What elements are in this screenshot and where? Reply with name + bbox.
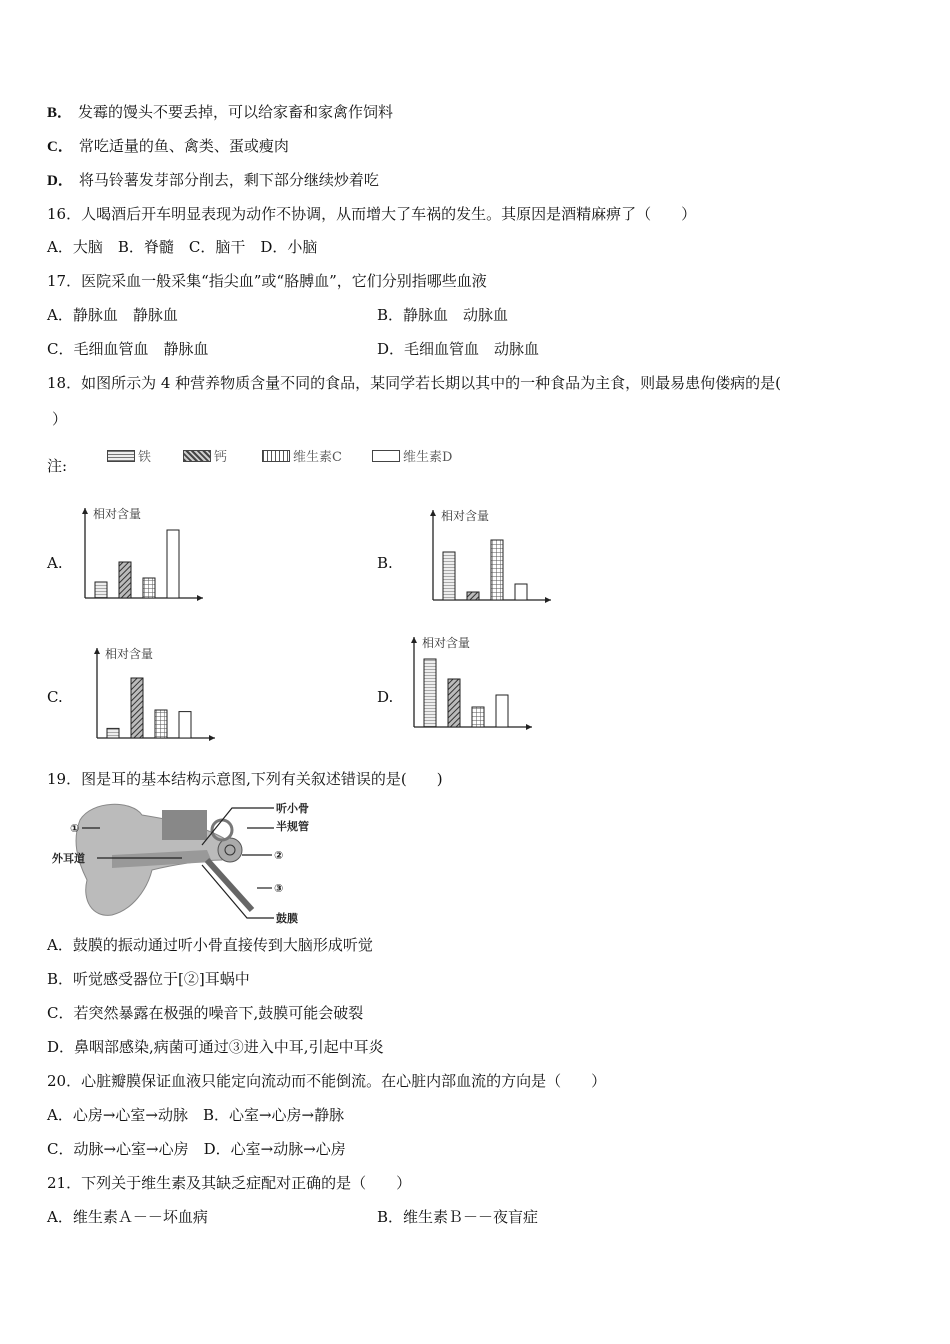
q16-options: A．大脑 B．脊髓 C．脑干 D．小脑	[47, 238, 318, 256]
q18-stem: 18．如图所示为 4 种营养物质含量不同的食品，某同学若长期以其中的一种食品为主食，则最易患佝偻病的是(	[47, 374, 782, 392]
y-axis-label: 相对含量	[422, 636, 471, 650]
q19-option-a: A．鼓膜的振动通过听小骨直接传到大脑形成听觉	[47, 936, 373, 954]
q19-option-c: C．若突然暴露在极强的噪音下,鼓膜可能会破裂	[47, 1004, 364, 1022]
bar-维生素C	[472, 707, 484, 727]
q18-option-c-label: C.	[47, 688, 63, 706]
q18-option-b-label: B.	[377, 554, 393, 572]
y-axis-label: 相对含量	[441, 509, 490, 523]
q18-stem-end: ）	[52, 410, 68, 428]
q19-option-d: D．鼻咽部感染,病菌可通过③进入中耳,引起中耳炎	[47, 1038, 384, 1056]
ear-diagram	[52, 800, 312, 925]
y-axis-arrow-icon	[94, 648, 100, 654]
label-ossicles: 听小骨	[276, 802, 309, 815]
label-2: ②	[274, 849, 284, 862]
q15-option-d: D． 将马铃薯发芽部分削去，剩下部分继续炒着吃	[47, 171, 379, 189]
x-axis-arrow-icon	[526, 724, 532, 730]
q21-option-b: B．维生素Ｂ－－夜盲症	[377, 1208, 539, 1226]
q15-option-b: B． 发霉的馒头不要丢掉，可以给家畜和家禽作饲料	[47, 103, 394, 121]
bar-铁	[443, 552, 455, 600]
q17-stem: 17．医院采血一般采集“指尖血”或“胳膊血”，它们分别指哪些血液	[47, 272, 487, 290]
q21-stem: 21．下列关于维生素及其缺乏症配对正确的是（ ）	[47, 1174, 412, 1192]
q20-options-ab: A．心房→心室→动脉 B．心室→心房→静脉	[47, 1106, 345, 1124]
bar-钙	[131, 678, 143, 738]
label-eardrum: 鼓膜	[276, 912, 298, 925]
y-axis-label: 相对含量	[93, 507, 142, 521]
q21-option-a: A．维生素Ａ－－坏血病	[47, 1208, 208, 1226]
bar-维生素D	[496, 695, 508, 727]
q16-stem: 16．人喝酒后开车明显表现为动作不协调，从而增大了车祸的发生。其原因是酒精麻痹了（ ）	[47, 205, 697, 223]
y-axis-arrow-icon	[430, 510, 436, 516]
q17-option-c: C．毛细血管血 静脉血	[47, 340, 209, 358]
label-1: ①	[70, 822, 80, 835]
label-3: ③	[274, 882, 284, 895]
q17-option-d: D．毛细血管血 动脉血	[377, 340, 540, 358]
q20-stem: 20．心脏瓣膜保证血液只能定向流动而不能倒流。在心脏内部血流的方向是（ ）	[47, 1072, 607, 1090]
q19-option-b: B．听觉感受器位于[②]耳蜗中	[47, 970, 250, 988]
bar-维生素D	[515, 584, 527, 600]
label-semicircular-canals: 半规管	[276, 820, 309, 833]
bar-维生素C	[491, 540, 503, 600]
y-axis-arrow-icon	[411, 637, 417, 643]
q17-option-a: A．静脉血 静脉血	[47, 306, 178, 324]
bar-钙	[119, 562, 131, 598]
q18-option-d-label: D.	[377, 688, 394, 706]
bar-维生素D	[167, 530, 179, 598]
y-axis-label: 相对含量	[105, 647, 154, 661]
label-ear-canal: 外耳道	[52, 852, 85, 865]
bar-维生素C	[155, 710, 167, 738]
q15-option-c: C． 常吃适量的鱼、禽类、蛋或瘦肉	[47, 137, 289, 155]
legend-vitamin-c: 维生素C	[262, 446, 342, 465]
x-axis-arrow-icon	[209, 735, 215, 741]
bar-维生素D	[179, 712, 191, 738]
legend-iron: 铁	[107, 446, 151, 465]
q19-stem: 19．图是耳的基本结构示意图,下列有关叙述错误的是( )	[47, 770, 443, 788]
bar-钙	[467, 592, 479, 600]
x-axis-arrow-icon	[545, 597, 551, 603]
bar-维生素C	[143, 578, 155, 598]
q20-options-cd: C．动脉→心室→心房 D．心室→动脉→心房	[47, 1140, 346, 1158]
bar-铁	[95, 582, 107, 598]
q18-note: 注:	[47, 457, 68, 475]
bar-钙	[448, 679, 460, 727]
x-axis-arrow-icon	[197, 595, 203, 601]
q17-option-b: B．静脉血 动脉血	[377, 306, 509, 324]
legend-vitamin-d: 维生素D	[372, 446, 452, 465]
y-axis-arrow-icon	[82, 508, 88, 514]
q18-option-a-label: A.	[47, 554, 63, 572]
bar-铁	[107, 728, 119, 738]
bar-铁	[424, 659, 436, 727]
legend-calcium: 钙	[183, 446, 227, 465]
